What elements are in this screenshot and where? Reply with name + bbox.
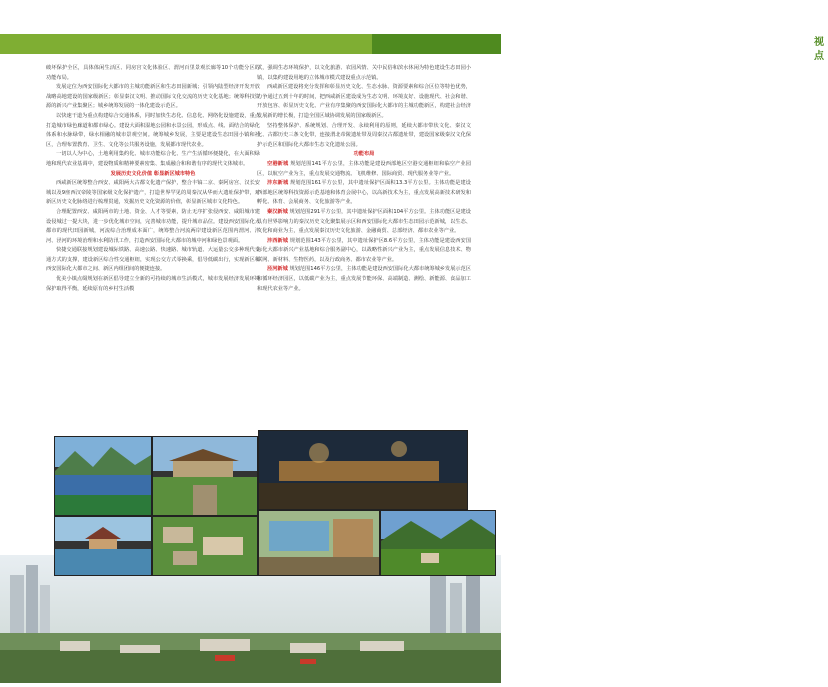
palace-garden-photo xyxy=(152,436,258,516)
district-name: 沣东新城 xyxy=(267,180,289,187)
paragraph: 西咸新区统筹整合西安、咸阳两大古都文化遗产保护，整合丰镐二京、秦阿房宫、汉长安城以及9座西汉帝陵等国家级文化保护遗产，打造世界罕见的周秦汉从华而大遗址保护带，对新区历史文化脉络进行梳理贯通，发掘历史文化资源的价值，彰显新区城市文化特色。 xyxy=(46,180,260,206)
section-tag: 视点 xyxy=(810,36,828,50)
district-text: 规划范围146平方公里，主体功能是建设西安国际化大都市统筹城乡发展示范区和循环经济园区，以低碳产业为主，重点发展节能环保、高端制造、测绘、新能源、食品加工和现代农业等产业。 xyxy=(257,266,471,292)
temple-lake-photo xyxy=(54,516,152,576)
paragraph: 坚持整体保护、系统规划、合理开发、永续利用的原则，延续大都市带状文化、秦汉文化、古都历史三条文化带，连接渭北帝陵遗址带及周秦汉古都遗址带，建设国家级秦汉文化保护示范区和国际化大都市生态文化遗址公园。 xyxy=(257,122,471,148)
night-garden-photo xyxy=(258,430,468,510)
district-name: 秦汉新城 xyxy=(267,208,288,215)
paragraph: 式，强调生态环境保护，以文化旅游、农园风情、关中民俗和滨水休闲为特色建设生态田园小镇，以集约建设用地的立体城市模式建设重点示范镇。 xyxy=(257,65,471,81)
district-item xyxy=(257,160,471,179)
section-subheading: 功能布局 xyxy=(353,151,375,158)
left-column xyxy=(46,64,260,294)
district-name: 沣西新城 xyxy=(267,237,289,244)
district-text: 规划范围141平方公里，主体功能是建设西部地区空港交通枢纽和临空产业园区，以航空产业为主，重点发展交通物流、飞机维修、国际商贸、现代服务业等产业。 xyxy=(257,160,471,177)
district-item xyxy=(257,179,471,208)
paragraph: 合理配置西安、咸阳两市的土地、资金、人才等要素，防止无序扩张侵西安、咸阳城市建设侵城过一提大块，进一步优化城市空间，完善城市功能，提升城市品位。建设西安国际化大都市的现代田园新城，河流综合治理成本面广，统筹整合河流两岸建设新区范围内渭河、沣河、泾河的环境治理和水利防汛工作，打造西安国际化大都市的城中河和绿色景观面。 xyxy=(46,208,260,244)
pool-terrace-photo xyxy=(258,510,380,576)
header-band xyxy=(372,34,824,97)
paragraph: 破坏保护全区，具体体闲生活区、同房宫文化体验区、渭河百里景观长廊等10个功能分区的功能布局。 xyxy=(46,65,260,81)
district-text: 规划范围291平方公里，其中遗址保护区面积104平方公里。主体功能区是建设具有世界影响力的秦汉历史文化聚集展示区和西安国际化大都市生态田园示范新城，以生态、文化和商业为主，重点发展秦汉历史文化旅游、金融商贸、总部经济、都市农业等产业。 xyxy=(257,208,471,235)
lake-mountain-photo xyxy=(54,436,152,516)
paragraph: 发展定位为西安国际化大都市的主城功能新区和生态田园新城；引领内陆型经济开发开放战略高地建设的国家级新区；彰显秦汉文明、推动国际文化交流的历史文化基地；统筹科技资源的新兴产业集聚区；城乡统筹发展的一体化建设示范区。 xyxy=(46,84,260,110)
village-valley-photo xyxy=(380,510,496,576)
section-subheading: 发展历史文化价值 彰显新区城市特色 xyxy=(110,170,196,177)
district-item xyxy=(257,208,471,237)
photo-collage xyxy=(54,436,494,576)
district-item xyxy=(257,237,471,266)
district-name: 泾河新城 xyxy=(267,266,288,273)
district-text: 规划范围161平方公里，其中遗址保护区面积13.3平方公里。主体功能是建设西部地区统筹科技资源示范基地和体育会展中心，以高新技术为主，重点发展高新技术研发和孵化、体育、会展商务、文化旅游等产业。 xyxy=(257,180,471,206)
paragraph: 优美小镇点缀规划在新区倡导建立全新的可持续的城市生活模式，城市发展经济发展环境保护取得平衡，延续原有的乡村生活模 xyxy=(46,276,260,292)
district-text: 规划范围143平方公里，其中遗址保护区8.6平方公里，主体功能是建设西安国际化大都市新兴产业基地和综合服务副中心，以战略性新兴产业为主，重点发展信息技术、物联网、新材料、生物医药，以及行政商务、都市农业等产业。 xyxy=(257,237,472,263)
district-item xyxy=(257,265,471,294)
resort-aerial-photo xyxy=(152,516,258,576)
paragraph: 一切以人为中心，土地利用集约化、城市功能综合化、生产生活循环便捷化，在大面积绿地和现代农业基调中，建设物质和精神要素密集、集成融合和和谐有序的现代文体城市。 xyxy=(46,151,260,167)
paragraph: 西咸新区建设将充分发挥和彰显历史文化、生态水脉、资源要素和综合区位等特色优势，力争通过五到十年的时间，把西咸新区建设成为生态文明、环境友好、设施现代、社会和谐、开放包容、彰显历史文化、产业有序集聚的西安国际化大都市的主城功能新区，构建社会经济发展新的增长极，打造全国区域协调发展的国家级新区。 xyxy=(257,84,471,119)
section-title: 热点关注 xyxy=(756,41,767,97)
paragraph: 快捷交通联接规划建设城际铁路、高速公路、快速路、城市轨道、大运量公交多种现代交通方式的支撑，建设新区综合性交通枢纽，实现公交方式零换乘，倡导低碳出行，实现新区和西安国际化大都市之间、新区内组团间的便捷连接。 xyxy=(46,247,260,273)
paragraph: 以快速干道为重点构建综合交通体系，同时加快生态化、信息化、网络化设施建设，重点打造城市绿色廊道和都市绿心。建设大面积湿地公园和水景公园，形成点、线、面结合的绿化体系和水脉绿带，绿水相融的城市景观空间。统筹城乡发展，主要是建设生态田园小镇和社区，合理布置教育、卫生、文化等公共服务设施，发展都市现代农业。 xyxy=(46,112,260,148)
district-name: 空港新城 xyxy=(267,160,289,167)
right-column xyxy=(257,64,471,294)
